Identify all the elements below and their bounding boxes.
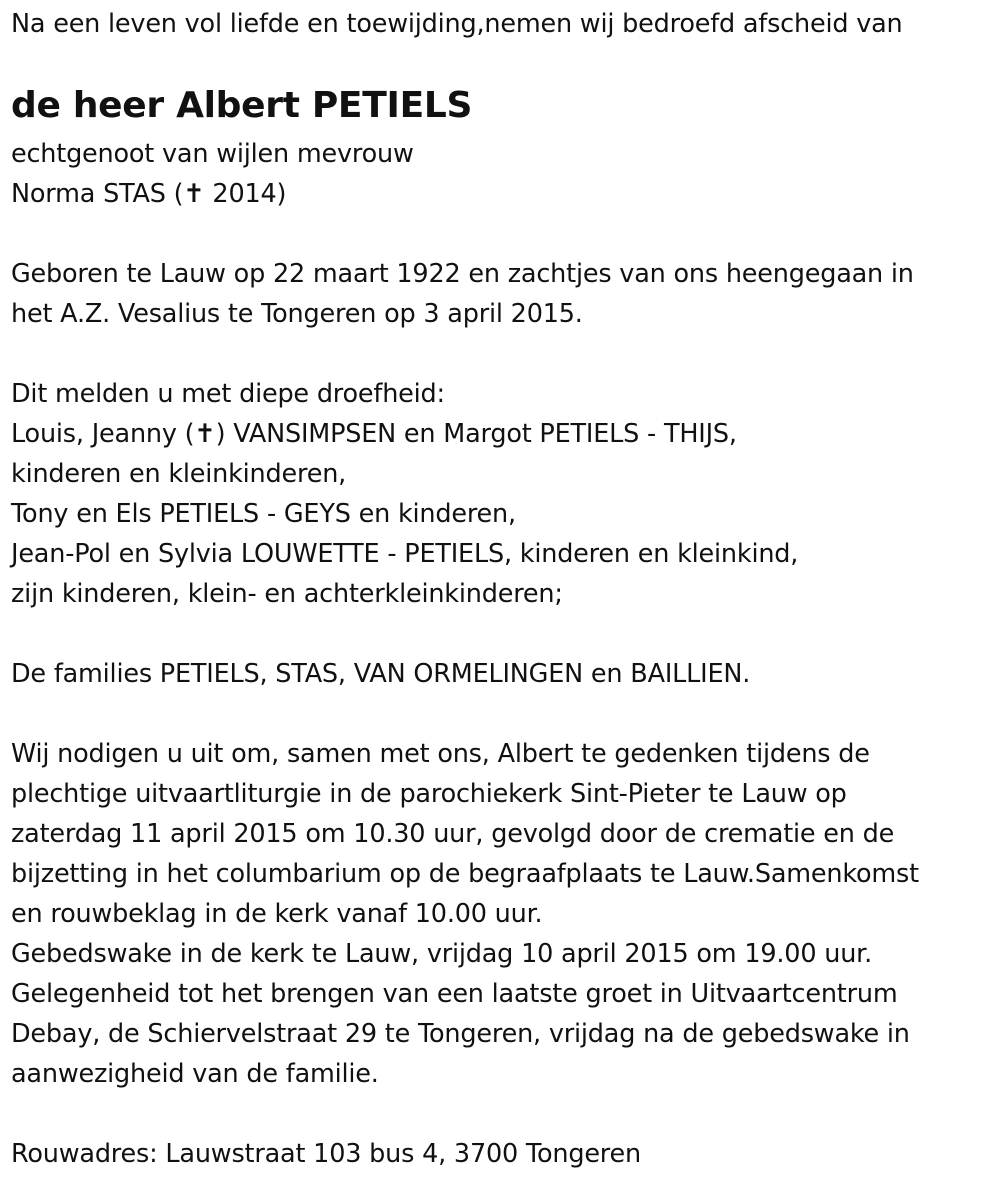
ceremony-line: plechtige uitvaartliturgie in de parochiekerk Sint-Pieter te Lauw op xyxy=(11,779,847,809)
mourners-line: Louis, Jeanny (✝) VANSIMPSEN en Margot PETIELS - THIJS, xyxy=(11,419,737,449)
birth-death-line: het A.Z. Vesalius te Tongeren op 3 april 2015. xyxy=(11,299,583,329)
spouse-line: Norma STAS (✝ 2014) xyxy=(11,179,287,209)
birth-death-line: Geboren te Lauw op 22 maart 1922 en zachtjes van ons heengegaan in xyxy=(11,259,914,289)
ceremony-line: Debay, de Schiervelstraat 29 te Tongeren, vrijdag na de gebedswake in xyxy=(11,1019,910,1049)
ceremony-line: Gelegenheid tot het brengen van een laatste groet in Uitvaartcentrum xyxy=(11,979,898,1009)
mourning-address: Rouwadres: Lauwstraat 103 bus 4, 3700 Tongeren xyxy=(11,1139,641,1169)
families-line: De families PETIELS, STAS, VAN ORMELINGEN en BAILLIEN. xyxy=(11,659,751,689)
mourners-line: kinderen en kleinkinderen, xyxy=(11,459,347,489)
ceremony-line: zaterdag 11 april 2015 om 10.30 uur, gevolgd door de crematie en de xyxy=(11,819,895,849)
deceased-name: de heer Albert PETIELS xyxy=(11,85,473,126)
ceremony-line: Wij nodigen u uit om, samen met ons, Albert te gedenken tijdens de xyxy=(11,739,870,769)
ceremony-line: en rouwbeklag in de kerk vanaf 10.00 uur. xyxy=(11,899,543,929)
ceremony-line: aanwezigheid van de familie. xyxy=(11,1059,379,1089)
ceremony-line: Gebedswake in de kerk te Lauw, vrijdag 10 april 2015 om 19.00 uur. xyxy=(11,939,873,969)
mourners-line: zijn kinderen, klein- en achterkleinkinderen; xyxy=(11,579,563,609)
mourners-line: Jean-Pol en Sylvia LOUWETTE - PETIELS, kinderen en kleinkind, xyxy=(11,539,799,569)
mourners-line: Tony en Els PETIELS - GEYS en kinderen, xyxy=(11,499,516,529)
spouse-line: echtgenoot van wijlen mevrouw xyxy=(11,139,414,169)
ceremony-line: bijzetting in het columbarium op de begraafplaats te Lauw.Samenkomst xyxy=(11,859,919,889)
intro-text: Na een leven vol liefde en toewijding,nemen wij bedroefd afscheid van xyxy=(11,9,903,39)
mourners-line: Dit melden u met diepe droefheid: xyxy=(11,379,445,409)
